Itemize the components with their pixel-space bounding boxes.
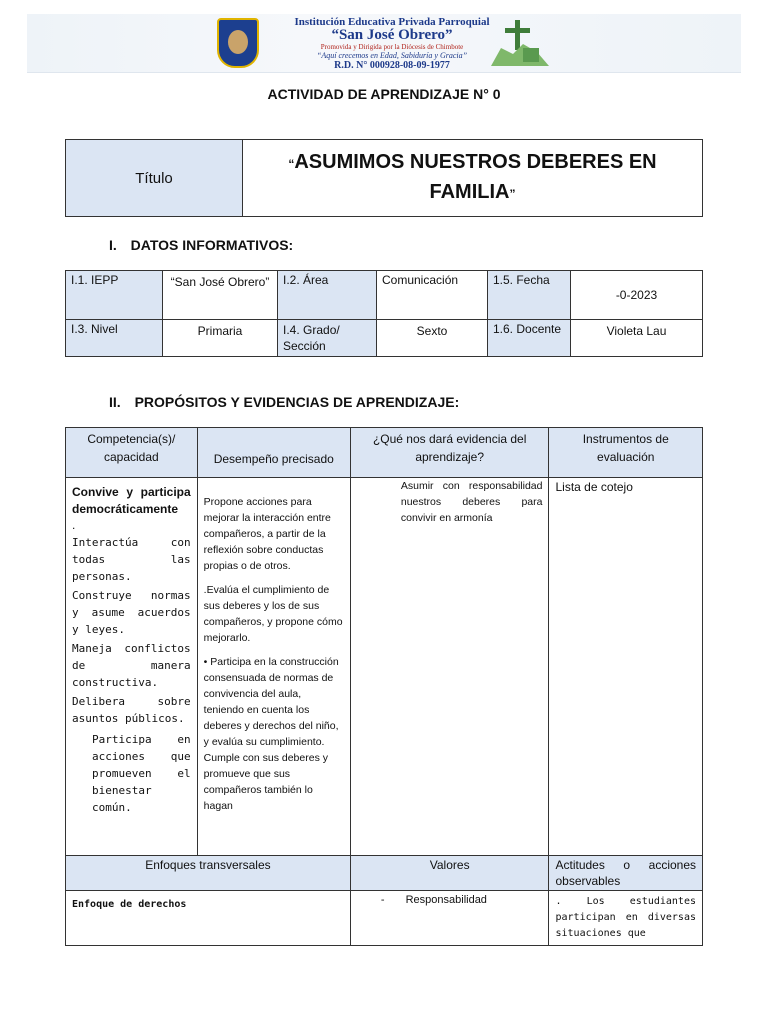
header-instrumentos bbox=[549, 428, 703, 478]
evidence-cell bbox=[350, 478, 549, 856]
competence-dot: . bbox=[72, 518, 76, 532]
school-line-3: Promovida y Dirigida por la Diócesis de Chimbote bbox=[320, 43, 464, 51]
grado-label: I.4. Grado/ Sección bbox=[283, 323, 340, 353]
desempeno-1: Propone acciones para mejorar la interacción entre compañeros, a partir de la reflexión sobre conductas propias o de otros. bbox=[203, 496, 331, 572]
nivel-label: I.3. Nivel bbox=[71, 322, 118, 336]
actitud-1-cell bbox=[549, 891, 703, 946]
iepp-label-cell bbox=[66, 271, 163, 320]
section-2-title: PROPÓSITOS Y EVIDENCIAS DE APRENDIZAJE: bbox=[134, 394, 460, 410]
school-crest-icon bbox=[217, 18, 259, 68]
nivel-value-cell bbox=[163, 320, 278, 357]
iepp-value-cell bbox=[163, 271, 278, 320]
title-table bbox=[65, 139, 703, 217]
desempeno-cell bbox=[197, 478, 350, 856]
evidence-text: Asumir con responsabilidad nuestros deberes para convivir en armonía bbox=[400, 480, 543, 524]
section-1-number: I. bbox=[109, 237, 117, 253]
section-1-heading bbox=[109, 237, 293, 253]
competence-title: Convive y participa democráticamente bbox=[72, 485, 191, 516]
header-instrumentos-text: Instrumentos de evaluación bbox=[582, 432, 669, 464]
capacity-4: Delibera sobre asuntos públicos. bbox=[72, 695, 191, 725]
instrument-cell bbox=[549, 478, 703, 856]
valor-1-text: Responsabilidad bbox=[405, 894, 487, 906]
title-label: Título bbox=[135, 169, 173, 187]
grado-value: Sexto bbox=[416, 324, 448, 338]
docente-label-cell bbox=[488, 320, 571, 357]
purposes-table bbox=[65, 427, 703, 946]
docente-value: Violeta Lau bbox=[606, 324, 667, 338]
area-value-cell bbox=[377, 271, 488, 320]
school-banner bbox=[27, 14, 741, 73]
fecha-value: -0-2023 bbox=[615, 288, 658, 302]
info-table bbox=[65, 270, 703, 357]
area-value: Comunicación bbox=[382, 273, 459, 287]
church-cross-icon bbox=[487, 18, 551, 68]
iepp-label: I.1. IEPP bbox=[71, 273, 119, 287]
docente-label: 1.6. Docente bbox=[493, 322, 562, 336]
nivel-label-cell bbox=[66, 320, 163, 357]
capacity-2: Construye normas y asume acuerdos y leyes. bbox=[72, 589, 191, 636]
actitud-1-text: . Los estudiantes participan en diversas situaciones que bbox=[555, 896, 696, 939]
school-motto: “Aquí crecemos en Edad, Sabiduría y Gracia” bbox=[316, 51, 468, 60]
school-line-1: Institución Educativa Privada Parroquial bbox=[294, 16, 490, 28]
fecha-label-cell bbox=[488, 271, 571, 320]
title-value-cell bbox=[243, 140, 703, 217]
grado-label-cell bbox=[278, 320, 377, 357]
enfoque-1-cell bbox=[66, 891, 351, 946]
section-2-heading bbox=[109, 394, 459, 410]
capacity-3: Maneja conflictos de manera constructiva. bbox=[72, 642, 191, 689]
header-desempeno bbox=[197, 428, 350, 478]
school-line-2: “San José Obrero” bbox=[331, 27, 453, 43]
area-label-cell bbox=[278, 271, 377, 320]
header-competencia bbox=[66, 428, 198, 478]
title-quote-open: “ bbox=[288, 157, 295, 171]
instrument-text: Lista de cotejo bbox=[555, 480, 633, 494]
enfoque-1-text: Enfoque de derechos bbox=[72, 899, 187, 910]
enfoques-header bbox=[66, 856, 351, 891]
section-1-title: DATOS INFORMATIVOS: bbox=[130, 237, 294, 253]
docente-value-cell bbox=[571, 320, 703, 357]
valores-header bbox=[350, 856, 549, 891]
section-2-number: II. bbox=[109, 394, 121, 410]
header-competencia-text: Competencia(s)/ capacidad bbox=[87, 432, 176, 464]
header-evidencia bbox=[350, 428, 549, 478]
iepp-value: “San José Obrero” bbox=[170, 275, 270, 289]
school-name-block bbox=[267, 16, 517, 71]
header-evidencia-text: ¿Qué nos dará evidencia del aprendizaje? bbox=[372, 432, 527, 464]
actitudes-header-text: Actitudes o acciones observables bbox=[555, 858, 696, 888]
title-quote-close: ” bbox=[509, 187, 516, 201]
fecha-value-cell bbox=[571, 271, 703, 320]
nivel-value: Primaria bbox=[197, 324, 243, 338]
fecha-label: 1.5. Fecha bbox=[493, 273, 550, 287]
grado-value-cell bbox=[377, 320, 488, 357]
area-label: I.2. Área bbox=[283, 273, 329, 287]
school-rd: R.D. N° 000928-08-09-1977 bbox=[334, 60, 450, 71]
valores-header-text: Valores bbox=[429, 858, 470, 872]
capacity-1: Interactúa con todas las personas. bbox=[72, 536, 191, 583]
competence-cell bbox=[66, 478, 198, 856]
capacity-5: Participa en acciones que promueven el bienestar común. bbox=[92, 733, 191, 814]
title-label-cell bbox=[66, 140, 243, 217]
valor-1-dash: - bbox=[380, 894, 385, 906]
valor-1-cell bbox=[350, 891, 549, 946]
header-desempeno-text: Desempeño precisado bbox=[213, 452, 334, 466]
title-text: ASUMIMOS NUESTROS DEBERES EN FAMILIA bbox=[294, 151, 657, 203]
desempeno-3: • Participa en la construcción consensuada de normas de convivencia del aula, teniendo en cuenta los deberes y derechos del niño, y evalúa su cumplimiento. Cumple con sus deberes y promueve que sus compañeros también lo hagan bbox=[203, 656, 339, 812]
enfoques-header-text: Enfoques transversales bbox=[145, 858, 271, 872]
desempeno-2: .Evalúa el cumplimiento de sus deberes y los de sus compañeros, y propone cómo mejorarlo. bbox=[203, 584, 343, 644]
activity-title: ACTIVIDAD DE APRENDIZAJE N° 0 bbox=[267, 86, 501, 102]
actitudes-header bbox=[549, 856, 703, 891]
